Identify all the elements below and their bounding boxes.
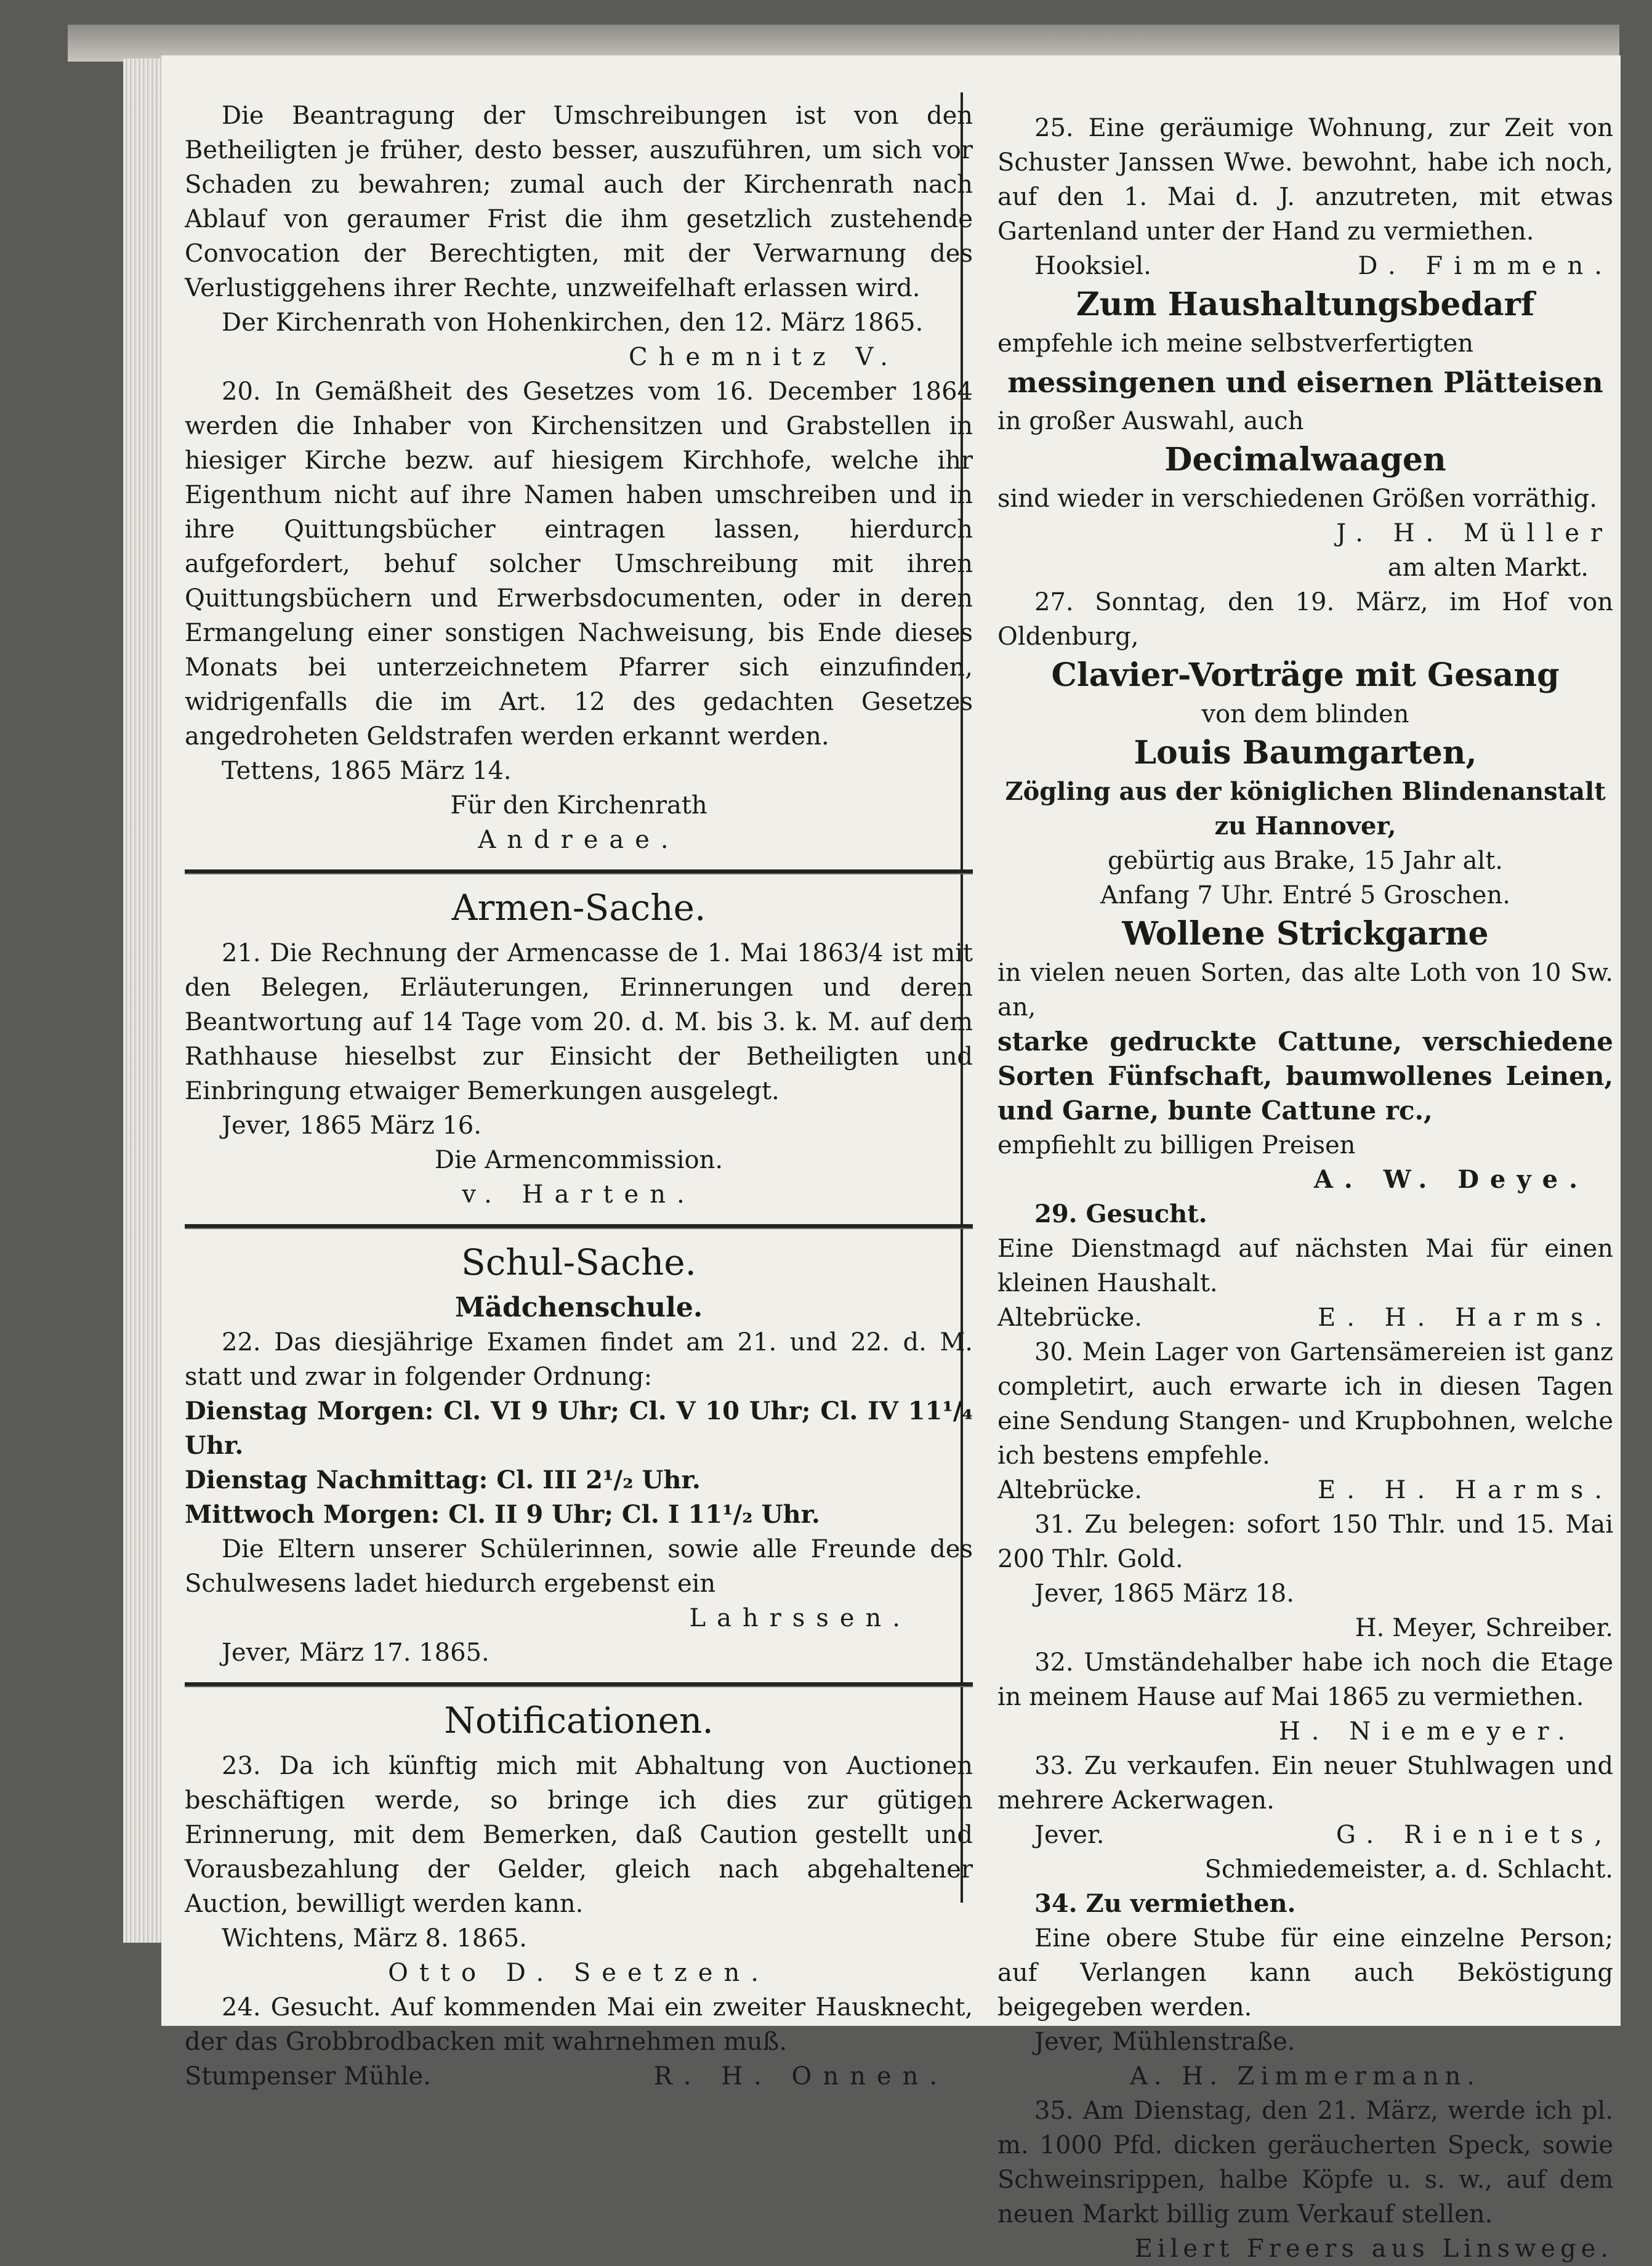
- signature: R. H. Onnen.: [653, 2062, 948, 2091]
- signature: G. Rieniets,: [1336, 1821, 1613, 1849]
- ad-heading: Zum Haushaltungsbedarf: [1076, 286, 1535, 323]
- signature: D. Fimmen.: [1358, 252, 1613, 280]
- signature-place: Jever.: [1034, 1821, 1105, 1849]
- sub-heading: Mädchenschule.: [454, 1292, 703, 1323]
- notice-date: Jever, 1865 März 18.: [1034, 1579, 1294, 1608]
- signature-place: Jever, Mühlenstraße.: [1034, 2028, 1295, 2056]
- signature-place: Altebrücke.: [997, 1476, 1142, 1504]
- signature-line: [997, 1473, 1613, 1507]
- notice-29-heading: 29. Gesucht.: [1034, 1200, 1207, 1228]
- signature-place: Altebrücke.: [997, 1304, 1142, 1332]
- signature-place: am alten Markt.: [1387, 554, 1589, 582]
- left-column: [185, 99, 973, 2094]
- ad-text: empfiehlt zu billigen Preisen: [997, 1131, 1356, 1159]
- ad-text: in großer Auswahl, auch: [997, 407, 1304, 435]
- notice-35: 35. Am Dienstag, den 21. März, werde ich pl. m. 1000 Pfd. dicken geräucherten Speck, sowie Schweinsrippen, halbe Köpfe u. s. w., auf dem neuen Markt billig zum Verkauf stellen.: [997, 2097, 1613, 2228]
- signature: A. W. Deye.: [1313, 1165, 1589, 1194]
- notice-date: Tettens, 1865 März 14.: [222, 757, 512, 785]
- section-rule: [185, 1682, 973, 1687]
- notice-date: Jever, März 17. 1865.: [222, 1639, 490, 1667]
- notice-21: 21. Die Rechnung der Armencasse de 1. Mai 1863/4 ist mit den Belegen, Erläuterungen, Erinnerungen und deren Beantwortung auf 14 Tage vom 20. d. M. bis 3. k. M. auf dem Rathhause hieselbst zur Einsicht der Betheiligten und Einbringung etwaiger Bemerkungen ausgelegt.: [185, 939, 973, 1105]
- exam-schedule-line: Mittwoch Morgen: Cl. II 9 Uhr; Cl. I 11¹/₂ Uhr.: [185, 1500, 820, 1529]
- signature: v. Harten.: [462, 1180, 696, 1209]
- notice-22-end: Die Eltern unserer Schülerinnen, sowie alle Freunde des Schulwesens ladet hiedurch ergebenst ein: [185, 1535, 973, 1598]
- notice-29: Eine Dienstmagd auf nächsten Mai für einen kleinen Haushalt.: [997, 1235, 1613, 1297]
- signature-title: Schmiedemeister, a. d. Schlacht.: [1204, 1855, 1613, 1884]
- signature-label: Für den Kirchenrath: [450, 791, 707, 820]
- signature-label: Die Armencommission.: [434, 1146, 723, 1174]
- notice-31: 31. Zu belegen: sofort 150 Thlr. und 15. Mai 200 Thlr. Gold.: [997, 1510, 1613, 1573]
- section-heading: Armen-Sache.: [451, 887, 706, 929]
- signature: Lahrssen.: [689, 1604, 911, 1632]
- signature: Eilert Freers aus Linswege.: [1134, 2235, 1613, 2263]
- notice-date: Wichtens, März 8. 1865.: [222, 1924, 527, 1953]
- signature-line: [997, 1818, 1613, 1852]
- signature-place: Hooksiel.: [1034, 252, 1151, 280]
- section-heading: Notificationen.: [444, 1700, 714, 1741]
- right-column: [997, 111, 1613, 2266]
- ad-text: von dem blinden: [1201, 700, 1409, 728]
- notice-24: 24. Gesucht. Auf kommenden Mai ein zweiter Hausknecht, der das Grobbrodbacken mit wahrnehmen muß.: [185, 1993, 973, 2056]
- signature-line: [997, 249, 1613, 283]
- signature: Andreae.: [478, 826, 680, 854]
- section-heading: Schul-Sache.: [461, 1241, 696, 1283]
- notice-33: 33. Zu verkaufen. Ein neuer Stuhlwagen und mehrere Ackerwagen.: [997, 1752, 1613, 1815]
- ad-text: gebürtig aus Brake, 15 Jahr alt.: [1107, 847, 1504, 875]
- ad-text: Zögling aus der königlichen Blindenanstalt zu Hannover,: [1005, 777, 1606, 841]
- notice-34: Eine obere Stube für eine einzelne Person; auf Verlangen kann auch Beköstigung beigegeben werden.: [997, 1924, 1613, 2022]
- ad-text: sind wieder in verschiedenen Größen vorräthig.: [997, 485, 1597, 513]
- notice-25: 25. Eine geräumige Wohnung, zur Zeit von Schuster Janssen Wwe. bewohnt, habe ich noch, auf den 1. Mai d. J. anzutreten, mit etwas Gartenland unter der Hand zu vermiethen.: [997, 114, 1613, 246]
- notice-27: 27. Sonntag, den 19. März, im Hof von Oldenburg,: [997, 588, 1613, 651]
- section-rule: [185, 1224, 973, 1229]
- signature: E. H. Harms.: [1318, 1476, 1613, 1504]
- ad-heading: starke gedruckte Cattune, verschiedene Sorten Fünfschaft, baumwollenes Leinen, und Garne, bunte Cattune rc.,: [997, 1026, 1613, 1126]
- ad-heading: Clavier-Vorträge mit Gesang: [1051, 656, 1560, 694]
- ad-heading: Decimalwaagen: [1164, 441, 1446, 478]
- section-rule: [185, 869, 973, 874]
- ad-heading: Louis Baumgarten,: [1134, 734, 1477, 772]
- signature: Chemnitz V.: [629, 343, 899, 371]
- ad-heading: Wollene Strickgarne: [1122, 915, 1489, 953]
- notice-32: 32. Umständehalber habe ich noch die Etage in meinem Hause auf Mai 1865 zu vermiethen.: [997, 1648, 1613, 1711]
- page-stack-edge: [123, 58, 166, 1943]
- signature-place: Stumpenser Mühle.: [185, 2062, 431, 2091]
- signature: J. H. Müller: [1336, 519, 1613, 547]
- signature: H. Meyer, Schreiber.: [1355, 1614, 1613, 1642]
- signature: H. Niemeyer.: [1278, 1717, 1576, 1746]
- signature-line: [997, 1300, 1613, 1335]
- notice-date: Der Kirchenrath von Hohenkirchen, den 12. März 1865.: [222, 308, 924, 337]
- notice-date: Jever, 1865 März 16.: [222, 1111, 481, 1140]
- notice-30: 30. Mein Lager von Gartensämereien ist ganz completirt, auch erwarte ich in diesen Tagen eine Sendung Stangen- und Krupbohnen, welche ich bestens empfehle.: [997, 1338, 1613, 1470]
- notice-22: 22. Das diesjährige Examen findet am 21. und 22. d. M. statt und zwar in folgender Ordnung:: [185, 1328, 973, 1391]
- ad-text: Anfang 7 Uhr. Entré 5 Groschen.: [1100, 881, 1510, 909]
- notice-beantragung: Die Beantragung der Umschreibungen ist von den Betheiligten je früher, desto besser, auszuführen, um sich vor Schaden zu bewahren; zumal auch der Kirchenrath nach Ablauf von geraumer Frist die ihm gesetzlich zustehende Convocation der Berechtigten, mit der Verwarnung des Verlustiggehens ihrer Rechte, unzweifelhaft erlassen wird.: [185, 102, 973, 302]
- notice-34-heading: 34. Zu vermiethen.: [1034, 1889, 1296, 1918]
- ad-heading: messingenen und eisernen Plätteisen: [1007, 366, 1603, 399]
- signature: E. H. Harms.: [1318, 1304, 1613, 1332]
- exam-schedule-line: Dienstag Morgen: Cl. VI 9 Uhr; Cl. V 10 Uhr; Cl. IV 11¹/₄ Uhr.: [185, 1397, 973, 1460]
- signature: A. H. Zimmermann.: [1130, 2062, 1481, 2091]
- ad-text: in vielen neuen Sorten, das alte Loth von 10 Sw. an,: [997, 959, 1613, 1022]
- notice-23: 23. Da ich künftig mich mit Abhaltung von Auctionen beschäftigen werde, so bringe ich dies zur gütigen Erinnerung, mit dem Bemerken, daß Caution gestellt und Vorausbezahlung der Gelder, gleich nach abgehaltener Auction, bewilligt werden kann.: [185, 1752, 973, 1918]
- notice-20: 20. In Gemäßheit des Gesetzes vom 16. December 1864 werden die Inhaber von Kirchensitzen und Grabstellen in hiesiger Kirche bezw. auf hiesigem Kirchhofe, welche ihr Eigenthum nicht auf ihre Namen haben umschreiben und in ihre Quittungsbücher eintragen lassen, hierdurch aufgefordert, behuf solcher Umschreibung mit ihren Quittungsbüchern und Erwerbsdocumenten, oder in deren Ermangelung einer sonstigen Nachweisung, bis Ende dieses Monats bei unterzeichnetem Pfarrer sich einzufinden, widrigenfalls die im Art. 12 des gedachten Gesetzes angedroheten Geldstrafen werden erkannt werden.: [185, 377, 973, 751]
- ad-text: empfehle ich meine selbstverfertigten: [997, 329, 1474, 358]
- exam-schedule-line: Dienstag Nachmittag: Cl. III 2¹/₂ Uhr.: [185, 1466, 701, 1494]
- signature-line: [185, 2059, 973, 2094]
- signature: Otto D. Seetzen.: [388, 1959, 770, 1987]
